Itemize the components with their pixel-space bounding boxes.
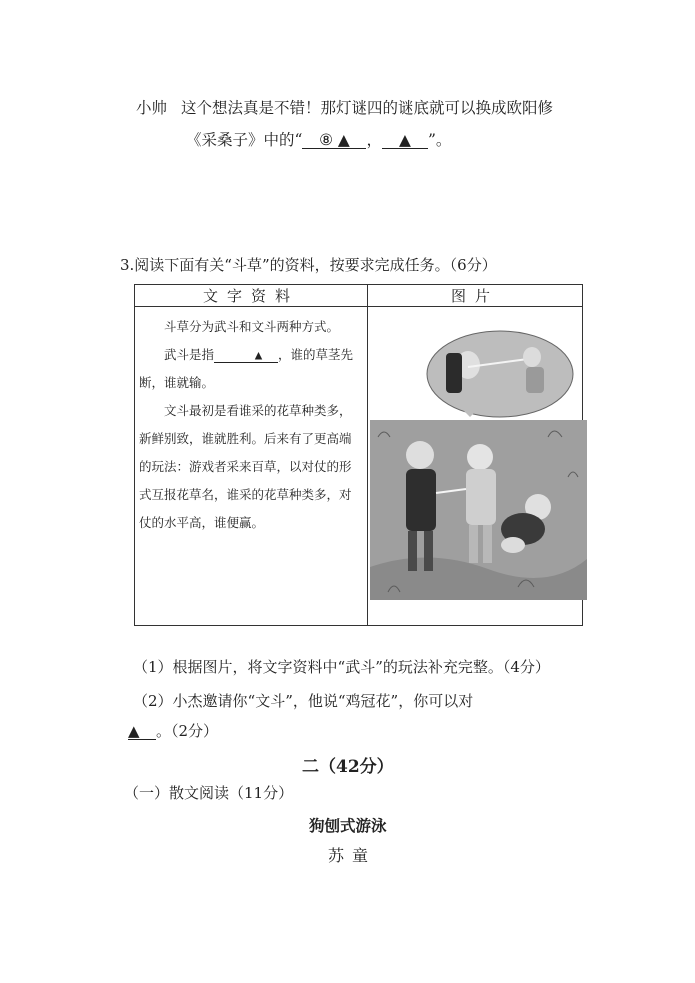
- wudou-blank[interactable]: ▲: [214, 348, 278, 363]
- section-2-heading: 二（42分）: [302, 757, 394, 777]
- sub2-answer-blank[interactable]: ▲: [128, 723, 156, 740]
- para-wudou: [135, 341, 367, 397]
- dialogue-line-2: [186, 128, 451, 150]
- wudou-prefix: 武斗是指: [164, 347, 215, 362]
- dialogue-line-1: [136, 96, 553, 118]
- sub-question-2: （2）小杰邀请你“文斗”，他说“鸡冠花”，你可以对: [133, 692, 474, 710]
- dialogue-text: 这个想法真是不错！那灯谜四的谜底就可以换成欧阳修: [181, 99, 554, 117]
- sub-question-1: （1）根据图片，将文字资料中“武斗”的玩法补充完整。（4分）: [133, 658, 550, 676]
- answer-blank-9[interactable]: ▲: [382, 132, 428, 149]
- para-methods: 斗草分为武斗和文斗两种方式。: [164, 319, 340, 334]
- section-2-sub: （一）散文阅读（11分）: [124, 784, 294, 802]
- para-wendou: 文斗最初是看谁采的花草种类多，新鲜别致，谁就胜利。后来有了更高端的玩法：游戏者采来百草，以对仗的形式互报花草名，谁采的花草种类多，对仗的水平高，谁便赢。: [139, 403, 352, 530]
- question-3-title: 3.阅读下面有关“斗草”的资料，按要求完成任务。（6分）: [120, 256, 497, 274]
- wudou-suffix: ，谁的草茎先断，谁就输。: [139, 347, 354, 390]
- answer-blank-8[interactable]: ⑧ ▲: [302, 132, 366, 149]
- sub2-points: 。（2分）: [156, 722, 219, 740]
- comma: ，: [366, 131, 382, 149]
- material-table: [134, 284, 583, 626]
- header-text-material: 文字资料: [135, 285, 368, 307]
- quote-open: 《采桑子》中的“: [186, 131, 303, 149]
- essay-author: 苏童: [328, 846, 377, 865]
- image-cell: [368, 307, 583, 626]
- sub-question-2-cont: [128, 720, 218, 741]
- grass-fighting-illustration: [368, 307, 587, 629]
- speaker-name: 小帅: [136, 99, 168, 117]
- essay-title: 狗刨式游泳: [309, 816, 387, 835]
- text-material-cell: [135, 307, 368, 626]
- header-image: 图片: [368, 285, 583, 307]
- quote-close: ”。: [427, 131, 452, 149]
